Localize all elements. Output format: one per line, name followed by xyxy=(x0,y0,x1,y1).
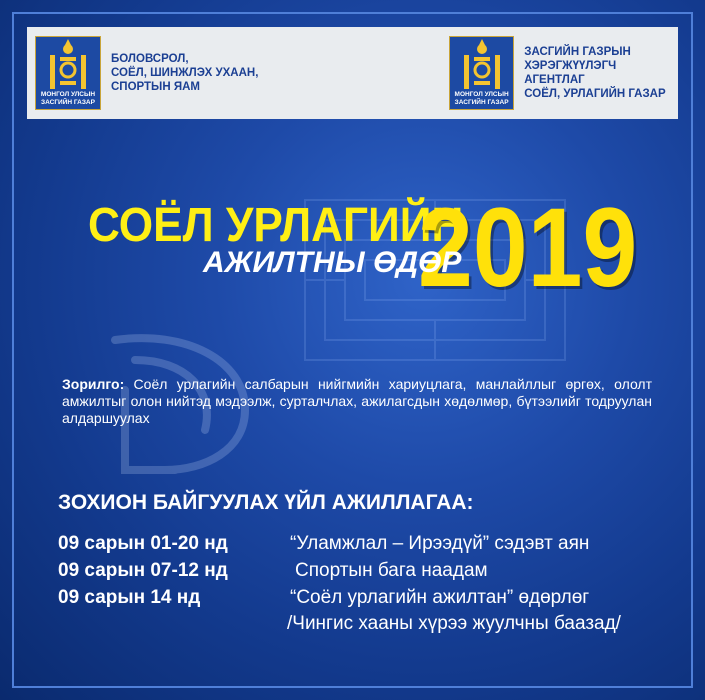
soyombo-icon xyxy=(450,37,514,95)
event-desc-3: “Соёл урлагийн ажилтан” өдөрлөг xyxy=(290,587,590,608)
org-left-line-1: БОЛОВСРОЛ, xyxy=(111,53,189,65)
header-bar xyxy=(27,27,678,119)
title-line-1: СОЁЛ УРЛАГИЙН xyxy=(88,199,464,252)
title-year: 2019 xyxy=(418,185,638,310)
event-desc-4: /Чингис хааны хүрээ жуулчны баазад/ xyxy=(287,613,621,634)
goal-paragraph xyxy=(62,376,652,427)
org-right-line-3: СОЁЛ, УРЛАГИЙН ГАЗАР xyxy=(524,88,666,100)
org-right xyxy=(449,31,678,115)
emblem-caption: МОНГОЛ УЛСЫН ЗАСГИЙН ГАЗАР xyxy=(40,91,96,106)
event-desc-1: “Уламжлал – Ирээдүй” сэдэвт аян xyxy=(290,533,590,554)
event-date-1: 09 сарын 01-20 нд xyxy=(58,533,228,554)
org-left-name xyxy=(111,52,258,94)
event-date-3: 09 сарын 14 нд xyxy=(58,587,201,608)
org-right-line-1: ЗАСГИЙН ГАЗРЫН xyxy=(524,46,631,58)
org-right-name xyxy=(524,45,678,101)
org-right-line-2: ХЭРЭГЖҮҮЛЭГЧ АГЕНТЛАГ xyxy=(524,60,617,86)
events-heading: ЗОХИОН БАЙГУУЛАХ ҮЙЛ АЖИЛЛАГАА: xyxy=(58,491,474,514)
org-left-line-3: СПОРТЫН ЯАМ xyxy=(111,81,200,93)
soyombo-emblem-icon xyxy=(449,36,514,110)
goal-text: Соёл урлагийн салбарын нийгмийн хариуцлага, манлайллыг өргөх, ололт амжилтыг олон нийтэд мэдээлж, сурталчлах, ажилагсдын хөдөлмөр, бүтээлийг тодруулан алдаршуулах xyxy=(62,376,652,426)
event-desc-2: Спортын бага наадам xyxy=(295,560,488,581)
event-date-2: 09 сарын 07-12 нд xyxy=(58,560,228,581)
emblem-caption: МОНГОЛ УЛСЫН ЗАСГИЙН ГАЗАР xyxy=(454,91,509,106)
title-line-2: АЖИЛТНЫ ӨДӨР xyxy=(203,246,462,279)
soyombo-icon xyxy=(36,37,100,95)
org-left-line-2: СОЁЛ, ШИНЖЛЭХ УХААН, xyxy=(111,67,259,79)
goal-label: Зорилго: xyxy=(62,376,125,392)
org-left xyxy=(35,31,258,115)
soyombo-emblem-icon xyxy=(35,36,101,110)
